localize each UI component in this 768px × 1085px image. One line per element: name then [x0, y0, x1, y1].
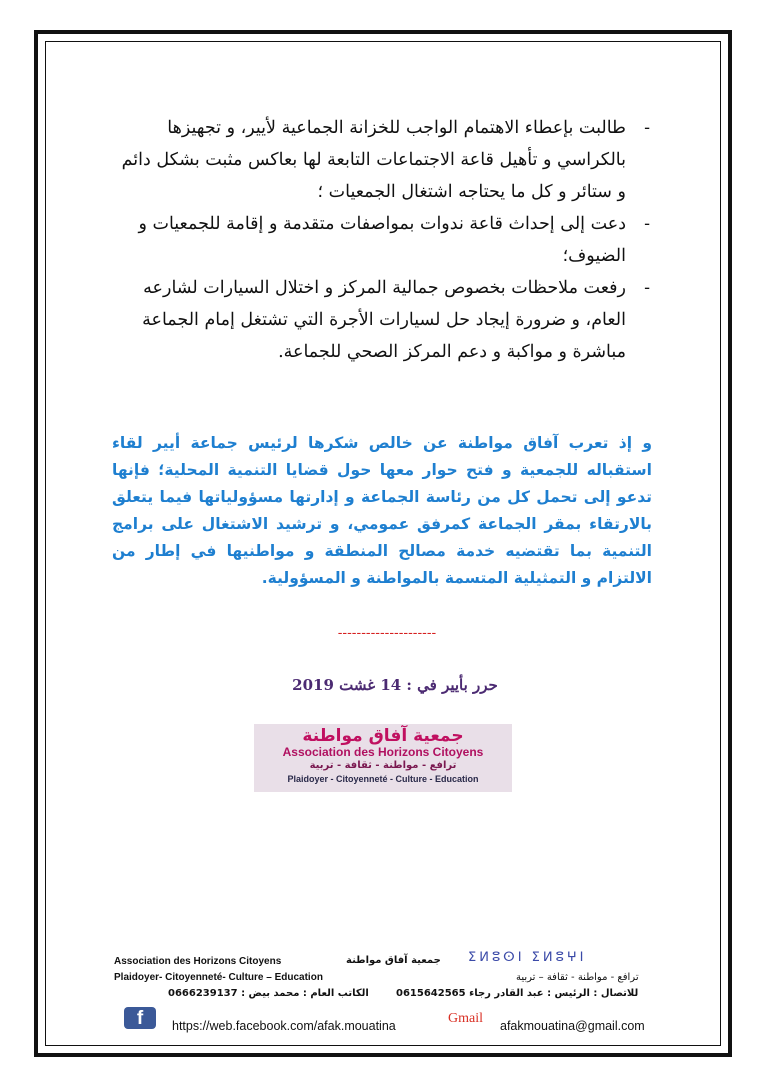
- bullet-list: [112, 112, 652, 368]
- bullet-text: رفعت ملاحظات بخصوص جمالية المركز و اختلال السيارات لشارعه العام، و ضرورة إيجاد حل لسيارات الأجرة التي تشتغل إمام الجماعة مباشرة و مواكبة و دعم المركز الصحي للجماعة.: [142, 278, 626, 362]
- footer-secretary: الكاتب العام : محمد بيض : 0666239137: [168, 988, 369, 999]
- email-link[interactable]: afakmouatina@gmail.com: [500, 1019, 645, 1033]
- logo-french-name: Association des Horizons Citoyens: [282, 745, 484, 759]
- closing-paragraph: و إذ تعرب آفاق مواطنة عن خالص شكرها لرئيس جماعة أيير لقاء استقباله للجمعية و فتح حوار معها حول قضايا التنمية المحلية؛ فإنها تدعو إلى تحمل كل من رئاسة الجماعة و إدارتها مسؤولياتها فيما يتعلق بالارتقاء بمقر الجماعة كمرفق عمومي، و ترشيد الاشتغال على برامج التنمية بما تقتضيه خدمة مصالح المنطقة و مواطنيها في إطار من الالتزام و التمثيلية المتسمة بالمواطنة و المسؤولية.: [112, 434, 652, 587]
- separator-line: ---------------------: [337, 626, 437, 641]
- footer-assoc-ar: جمعية آفاق مواطنة: [346, 955, 441, 966]
- bullet-text: دعت إلى إحداث قاعة ندوات بمواصفات متقدمة و إقامة للجمعيات و الضيوف؛: [138, 214, 626, 266]
- logo-french-motto: Plaidoyer - Citoyenneté - Culture - Education: [287, 774, 479, 784]
- facebook-link[interactable]: https://web.facebook.com/afak.mouatina: [172, 1019, 396, 1033]
- footer-assoc-fr: Association des Horizons Citoyens: [114, 956, 282, 967]
- logo-arabic-motto: ترافع - مواطنة - ثقافة - تربية: [309, 760, 457, 771]
- bullet-item: [112, 112, 652, 208]
- bullet-marker: -: [644, 214, 650, 234]
- footer-motto-fr: Plaidoyer- Citoyenneté- Culture – Education: [114, 972, 323, 983]
- bullet-item: [112, 208, 652, 272]
- gmail-icon-text: Gmail: [448, 1011, 483, 1026]
- logo-arabic-name: جمعية آفاق مواطنة: [302, 726, 464, 746]
- footer-contact: للاتصال : الرئيس : عبد القادر رجاء 0615642565: [396, 988, 639, 999]
- bullet-marker: -: [644, 118, 650, 138]
- gmail-icon: [448, 1012, 483, 1026]
- footer-assoc-tifinagh: ⵉⵍⵓⵙⵏ ⵉⵍⵓⵖⵏ: [468, 950, 587, 965]
- association-logo: [254, 724, 512, 792]
- bullet-text: طالبت بإعطاء الاهتمام الواجب للخزانة الجماعية لأيير، و تجهيزها بالكراسي و تأهيل قاعة الاجتماعات التابعة لها بعاكس مثبت بشكل دائم و ستائر و كل ما يحتاجه اشتغال الجمعيات ؛: [121, 118, 626, 202]
- bullet-marker: -: [644, 278, 650, 298]
- signed-date: حرر بأيير في : 14 غشت 2019: [292, 676, 498, 694]
- facebook-icon: f: [124, 1007, 156, 1029]
- footer-motto-ar: ترافع - مواطنة - ثقافة – تربية: [516, 972, 639, 983]
- bullet-item: [112, 272, 652, 368]
